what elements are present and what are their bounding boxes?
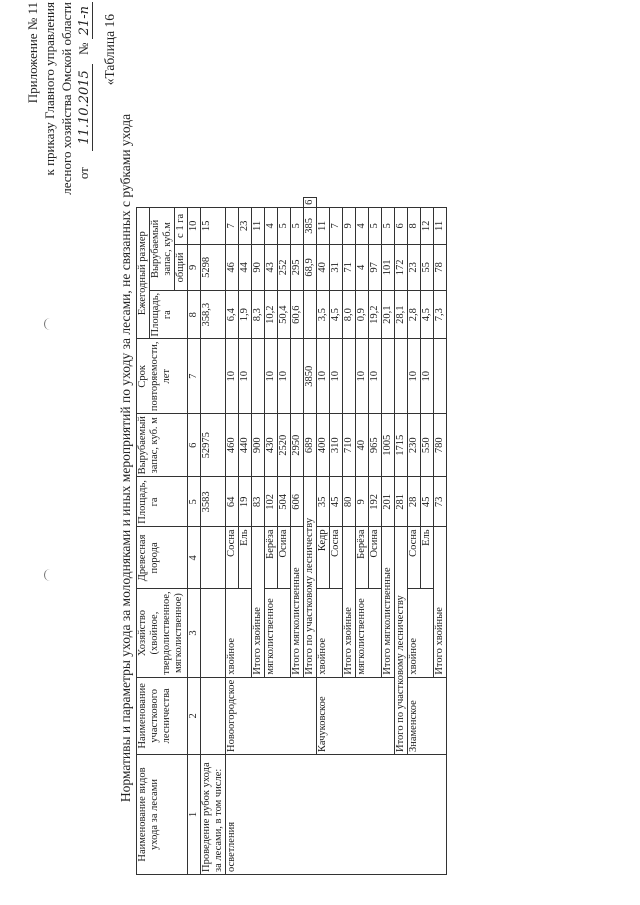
- cell-period: [201, 339, 226, 414]
- cell-subtotal-label: Итого мягколиственные: [291, 527, 304, 677]
- cell-per-ha: 12: [421, 207, 434, 244]
- cell-work-type: Проведение рубок ухода за лесами, в том числе:: [201, 755, 226, 875]
- cell-area: 83: [252, 477, 265, 527]
- cell-work-type: осветления: [226, 755, 447, 875]
- cell-period: [382, 339, 395, 414]
- table-label: «Таблица 16: [102, 14, 117, 86]
- cell-period: 10: [265, 339, 278, 414]
- cell-annual-area: 4,5: [421, 290, 434, 339]
- cell-annual-volume: 23: [408, 244, 421, 290]
- cell-annual-volume: 44: [239, 244, 252, 290]
- cell-per-ha: 5: [369, 207, 382, 244]
- cell-annual-area: 2,8: [408, 290, 421, 339]
- col-number: 7: [188, 339, 201, 414]
- header-area: Площадь, га: [137, 477, 188, 527]
- cell-annual-volume: 5298: [201, 244, 226, 290]
- cell-area: 281: [395, 477, 408, 527]
- cell-annual-volume: 55: [421, 244, 434, 290]
- cell-economy: мягколиственное: [265, 589, 291, 677]
- document-title: Нормативы и параметры ухода за молодняками и иных мероприятий по уходу за лесами, не связанных с рубками ухода: [118, 113, 133, 803]
- cell-district-total-label: Итого по участковому лесничеству: [304, 477, 317, 677]
- col-number: 1: [188, 755, 201, 875]
- cell: [201, 589, 226, 677]
- cell-annual-volume: 295: [291, 244, 304, 290]
- cell-area: 28: [408, 477, 421, 527]
- cell-subtotal-label: Итого хвойные: [252, 527, 265, 677]
- cell-volume: 440: [239, 414, 252, 477]
- cell: [201, 677, 226, 754]
- cell-period: [343, 339, 356, 414]
- cell-district: Знаменское: [408, 677, 447, 754]
- cell-annual-volume: 4: [356, 244, 369, 290]
- cell-annual-area: 19,2: [369, 290, 382, 339]
- cell-species: Кедр: [317, 527, 330, 589]
- cell-annual-volume: 40: [317, 244, 330, 290]
- number-prefix: №: [76, 42, 91, 55]
- from-prefix: от: [76, 167, 91, 180]
- cell: [201, 527, 226, 589]
- cell-period: [434, 339, 447, 414]
- cell-area: 35: [317, 477, 330, 527]
- cell-area: 3583: [201, 477, 226, 527]
- cell-subtotal-label: Итого хвойные: [343, 527, 356, 677]
- cell-volume: 710: [343, 414, 356, 477]
- cell-per-ha: 11: [317, 207, 330, 244]
- header-repeat-period: Срок повторяемости, лет: [137, 339, 188, 414]
- cell-period: 10: [330, 339, 343, 414]
- cell-volume: 40: [356, 414, 369, 477]
- header-volume-total: общий: [175, 244, 188, 290]
- cell-annual-volume: 252: [278, 244, 291, 290]
- cell-annual-area: 4,5: [330, 290, 343, 339]
- header-annual-area: Площадь, га: [150, 290, 188, 339]
- cell-period: 10: [408, 339, 421, 414]
- cell-subtotal-label: Итого хвойные: [434, 527, 447, 677]
- cell-annual-area: 8,3: [252, 290, 265, 339]
- cell-volume: 430: [265, 414, 278, 477]
- header-economy: Хозяйство (хвойное, твердолиственное, мягколиственное): [137, 589, 188, 677]
- cell-period: 10: [421, 339, 434, 414]
- approval-block: [24, 2, 93, 202]
- cell-per-ha: 8: [408, 207, 421, 244]
- header-volume-per-ha: с 1 га: [175, 207, 188, 244]
- cell-annual-area: 60,6: [291, 290, 304, 339]
- cell-economy: хвойное: [408, 589, 434, 677]
- cell-annual-volume: 43: [265, 244, 278, 290]
- col-number: 2: [188, 677, 201, 754]
- cell-period: [395, 339, 408, 414]
- cell-period: [291, 339, 304, 414]
- cell-period: 10: [278, 339, 291, 414]
- cell-annual-volume: 172: [395, 244, 408, 290]
- cell-annual-area: 50,4: [278, 290, 291, 339]
- table-row: [226, 197, 239, 874]
- cell-species: Берёза: [265, 527, 278, 589]
- cell-annual-volume: 46: [226, 244, 239, 290]
- cell-annual-area: 1,9: [239, 290, 252, 339]
- cell-per-ha: 23: [239, 207, 252, 244]
- cell-annual-area: 20,1: [382, 290, 395, 339]
- cell-volume: 400: [317, 414, 330, 477]
- cell-period: [252, 339, 265, 414]
- header-annual: Ежегодный размер: [137, 207, 150, 339]
- cell-volume: 900: [252, 414, 265, 477]
- cell-annual-area: 3,5: [317, 290, 330, 339]
- col-number: 6: [188, 414, 201, 477]
- cell-period: 10: [369, 339, 382, 414]
- cell-area: 201: [382, 477, 395, 527]
- col-number: 4: [188, 527, 201, 589]
- cell-volume: 2520: [278, 414, 291, 477]
- header-species: Древесная порода: [137, 527, 188, 589]
- cell-species: Берёза: [356, 527, 369, 589]
- cell-area: 45: [330, 477, 343, 527]
- col-number: 8: [188, 290, 201, 339]
- cell-per-ha: 15: [201, 207, 226, 244]
- header-annual-volume: Вырубаемый запас, куб.м: [150, 207, 175, 290]
- cell-area: 80: [343, 477, 356, 527]
- cell-area: 19: [239, 477, 252, 527]
- appendix-number: Приложение № 11: [25, 2, 40, 104]
- cell-annual-volume: 71: [343, 244, 356, 290]
- order-line: к приказу Главного управления: [42, 2, 57, 176]
- norms-table: [136, 197, 447, 875]
- cell-per-ha: 5: [278, 207, 291, 244]
- cell-species: Сосна: [226, 527, 239, 589]
- cell-species: Сосна: [330, 527, 343, 589]
- date-handwritten: 11.10.2015: [77, 64, 93, 150]
- cell-annual-area: 10,2: [265, 290, 278, 339]
- cell-volume: 2950: [291, 414, 304, 477]
- cell-area: 73: [434, 477, 447, 527]
- cell-volume: 550: [421, 414, 434, 477]
- cell-annual-area: 68,9: [304, 244, 317, 290]
- authority-line: лесного хозяйства Омской области: [59, 2, 74, 195]
- cell-per-ha: 7: [226, 207, 239, 244]
- cell-annual-volume: 31: [330, 244, 343, 290]
- cell-annual-volume: 385: [304, 207, 317, 244]
- cell-area: 192: [369, 477, 382, 527]
- cell-volume: 1005: [382, 414, 395, 477]
- cell-annual-area: 0,9: [356, 290, 369, 339]
- cell-period: [304, 290, 317, 339]
- number-handwritten: 21-п: [77, 2, 93, 39]
- cell-annual-volume: 90: [252, 244, 265, 290]
- cell-per-ha: 5: [382, 207, 395, 244]
- cell-district-total-label: Итого по участковому лесничеству: [395, 527, 408, 755]
- binder-hole-mark: [44, 318, 55, 330]
- cell-area: 64: [226, 477, 239, 527]
- cell-district: Новоогородское: [226, 677, 317, 754]
- cell-species: Ель: [239, 527, 252, 589]
- cell-volume: 1715: [395, 414, 408, 477]
- cell-economy: хвойное: [226, 589, 252, 677]
- cell-district: Качуковское: [317, 677, 395, 754]
- cell-area: 689: [304, 414, 317, 477]
- cell-volume: 310: [330, 414, 343, 477]
- cell-volume: 965: [369, 414, 382, 477]
- table-row: [201, 197, 226, 874]
- header-district: Наименование участкового лесничества: [137, 677, 188, 754]
- cell-per-ha: 6: [304, 197, 317, 207]
- cell-annual-volume: 78: [434, 244, 447, 290]
- cell-species: Ель: [421, 527, 434, 589]
- cell-annual-area: 28,1: [395, 290, 408, 339]
- column-number-row: [188, 197, 201, 874]
- cell-per-ha: 4: [265, 207, 278, 244]
- header-volume: Вырубаемый запас, куб. м: [137, 414, 188, 477]
- cell-economy: мягколиственное: [356, 589, 382, 677]
- cell-subtotal-label: Итого мягколиственные: [382, 527, 395, 677]
- cell-period: 10: [356, 339, 369, 414]
- cell-per-ha: 5: [291, 207, 304, 244]
- cell-volume: 780: [434, 414, 447, 477]
- cell-per-ha: 11: [252, 207, 265, 244]
- col-number: 5: [188, 477, 201, 527]
- cell-per-ha: 11: [434, 207, 447, 244]
- col-number: 9: [188, 244, 201, 290]
- cell-annual-volume: 97: [369, 244, 382, 290]
- cell-annual-area: 8,0: [343, 290, 356, 339]
- cell-per-ha: 4: [356, 207, 369, 244]
- cell-species: Осина: [369, 527, 382, 589]
- cell-area: 102: [265, 477, 278, 527]
- cell-area: 9: [356, 477, 369, 527]
- cell-volume: 3850: [304, 339, 317, 414]
- cell-per-ha: 9: [343, 207, 356, 244]
- cell-economy: хвойное: [317, 589, 343, 677]
- cell-period: 10: [226, 339, 239, 414]
- table-header-row: [137, 197, 150, 874]
- date-number-line: [75, 2, 93, 202]
- cell-species: Сосна: [408, 527, 421, 589]
- cell-annual-volume: 101: [382, 244, 395, 290]
- cell-per-ha: 6: [395, 207, 408, 244]
- cell-volume: 52975: [201, 414, 226, 477]
- cell-annual-area: 6,4: [226, 290, 239, 339]
- cell-species: Осина: [278, 527, 291, 589]
- cell-area: 504: [278, 477, 291, 527]
- cell-period: 10: [317, 339, 330, 414]
- cell-per-ha: 7: [330, 207, 343, 244]
- col-number: 10: [188, 207, 201, 244]
- cell-volume: 460: [226, 414, 239, 477]
- cell-annual-area: 358,3: [201, 290, 226, 339]
- header-work-type: Наименование видов ухода за лесами: [137, 755, 188, 875]
- cell-period: 10: [239, 339, 252, 414]
- cell-area: 45: [421, 477, 434, 527]
- col-number: 3: [188, 589, 201, 677]
- cell-volume: 230: [408, 414, 421, 477]
- cell-area: 606: [291, 477, 304, 527]
- binder-hole-mark: [44, 569, 55, 581]
- cell-annual-area: 7,3: [434, 290, 447, 339]
